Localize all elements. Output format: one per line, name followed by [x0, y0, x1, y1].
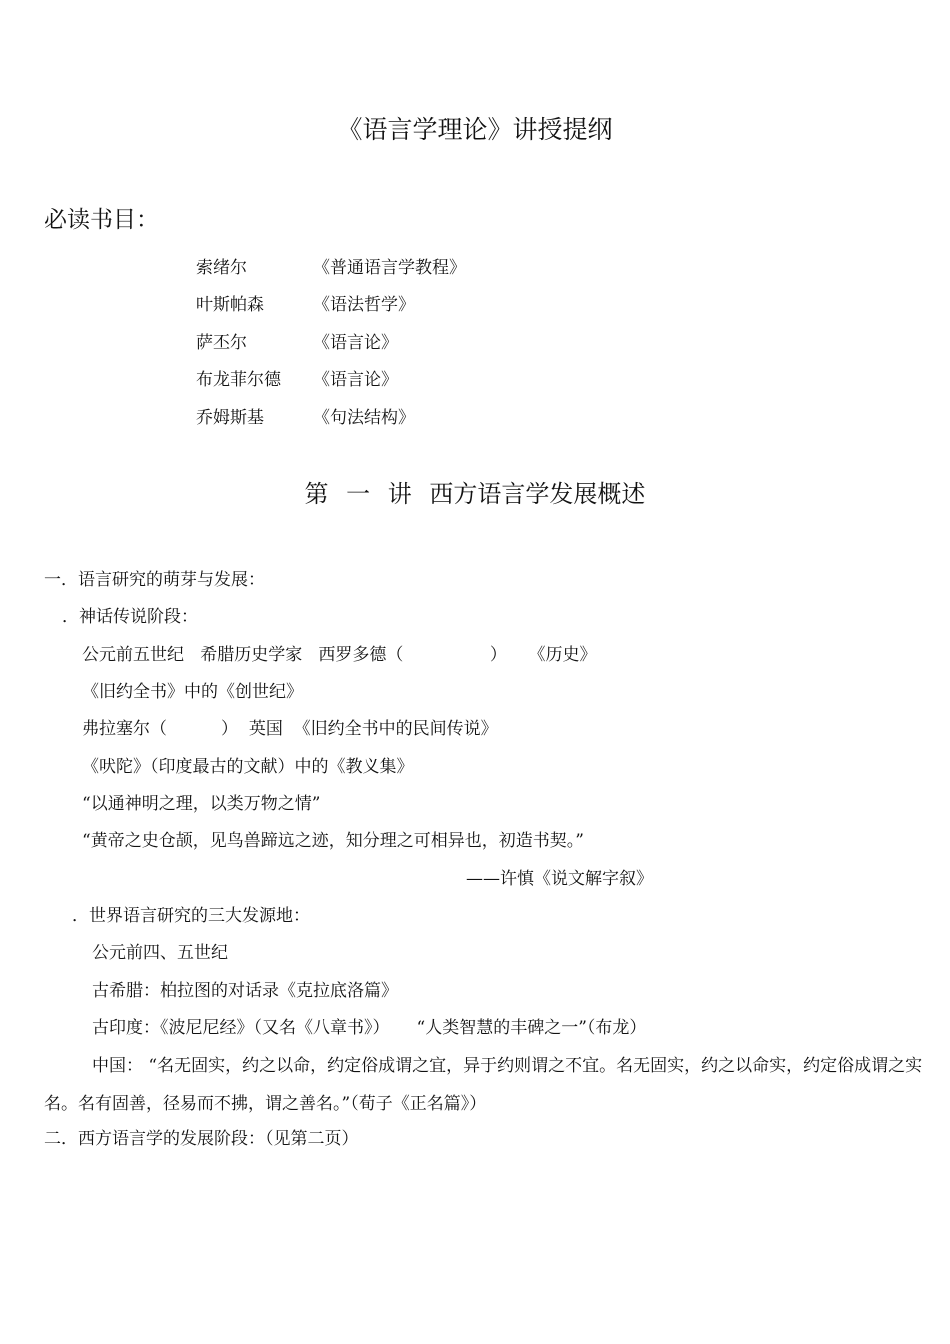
section-heading: 二．西方语言学的发展阶段：（见第二页） [44, 1129, 359, 1149]
text-line: 古希腊：柏拉图的对话录《克拉底洛篇》 [92, 981, 398, 1001]
must-read-heading: 必读书目： [44, 207, 159, 233]
page-title: 《语言学理论》讲授提纲 [337, 115, 613, 144]
china-paragraph: 中国： “名无固实，约之以命，约定俗成谓之宜，异于约则谓之不宜。名无固实，约之以命实，约定俗成谓之实名。名有固善，径易而不拂，谓之善名。”（荀子《正名篇》） [44, 1056, 923, 1114]
book-title: 《句法结构》 [313, 408, 415, 428]
book-author: 乔姆斯基 [196, 408, 264, 428]
subsection-heading: ．世界语言研究的三大发源地： [72, 906, 310, 926]
quote-line: “黄帝之史仓颉，见鸟兽蹄迒之迹，知分理之可相异也，初造书契。” [82, 831, 584, 851]
subsection-heading: ．神话传说阶段： [62, 607, 198, 627]
text-line: 公元前五世纪 希腊历史学家 西罗多德（ ） 《历史》 [82, 645, 597, 665]
book-author: 布龙菲尔德 [196, 370, 281, 390]
book-author: 萨丕尔 [196, 333, 247, 353]
book-title: 《语言论》 [313, 333, 398, 353]
book-title: 《语法哲学》 [313, 295, 415, 315]
section-heading: 一．语言研究的萌芽与发展： [44, 570, 265, 590]
book-title: 《普通语言学教程》 [313, 258, 466, 278]
book-title: 《语言论》 [313, 370, 398, 390]
text-line: 弗拉塞尔（ ） 英国 《旧约全书中的民间传说》 [82, 719, 498, 739]
book-author: 叶斯帕森 [196, 295, 264, 315]
text-line: 《吠陀》（印度最古的文献）中的《教义集》 [82, 757, 414, 777]
text-line: 古印度：《波尼尼经》（又名《八章书》） “人类智慧的丰碑之一”（布龙） [92, 1018, 647, 1038]
text-line: 《旧约全书》中的《创世纪》 [82, 682, 303, 702]
book-author: 索绪尔 [196, 258, 247, 278]
quote-line: “以通神明之理，以类万物之情” [82, 794, 321, 814]
text-line: 公元前四、五世纪 [92, 943, 228, 963]
lecture-title: 第 一 讲 西方语言学发展概述 [304, 480, 646, 508]
quote-attribution: ——许慎《说文解字叙》 [466, 869, 653, 889]
